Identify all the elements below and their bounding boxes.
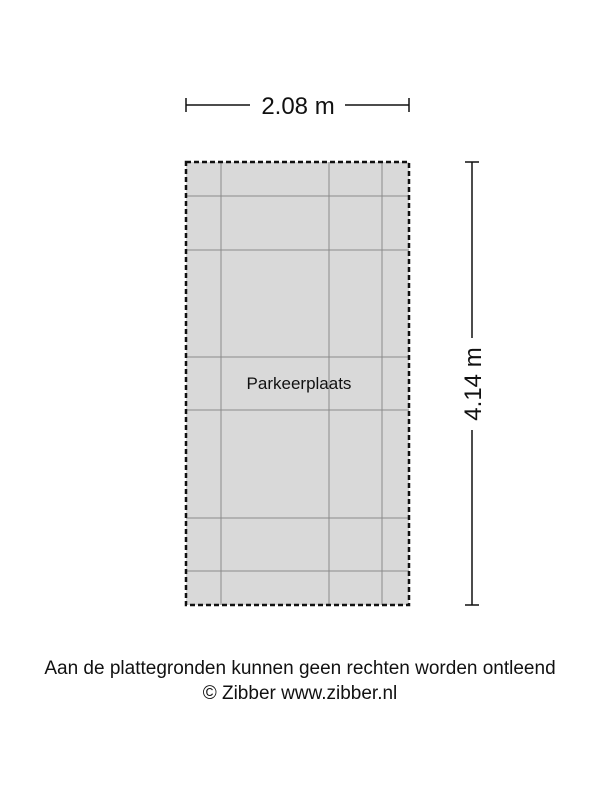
width-dimension-label: 2.08 m bbox=[261, 93, 335, 120]
copyright-text: © Zibber www.zibber.nl bbox=[202, 683, 398, 704]
room-label: Parkeerplaats bbox=[246, 374, 352, 393]
height-dimension-label: 4.14 m bbox=[460, 347, 487, 421]
disclaimer-text: Aan de plattegronden kunnen geen rechten worden ontleend bbox=[44, 658, 556, 679]
room-parkeerplaats bbox=[186, 162, 409, 605]
